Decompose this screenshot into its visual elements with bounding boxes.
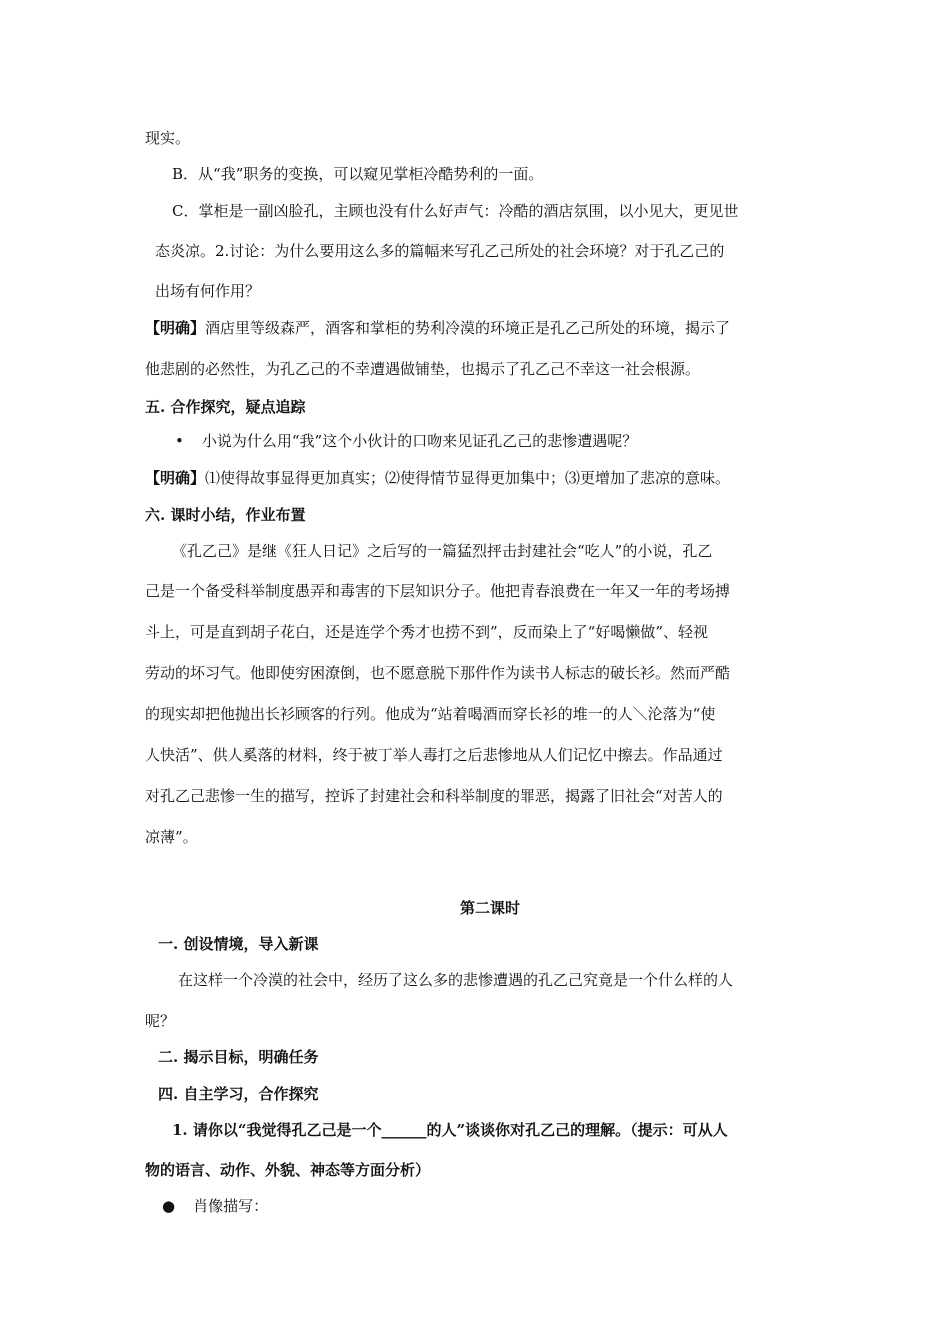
answer-text: ⑴使得故事显得更加真实；⑵使得情节显得更加集中；⑶更增加了悲凉的意味。: [205, 469, 731, 487]
section-heading: 五. 合作探究，疑点追踪: [145, 398, 306, 416]
option-b: B．从“我”职务的变换，可以窥见掌柜冷酷势利的一面。: [172, 165, 544, 183]
paragraph-line: 出场有何作用？: [155, 282, 261, 300]
summary-line: 凉薄”。: [145, 828, 198, 846]
bullet-text: 肖像描写：: [193, 1197, 269, 1215]
section-heading: 二. 揭示目标，明确任务: [158, 1048, 319, 1066]
bullet-item: [162, 1196, 268, 1216]
bullet-icon: ●: [162, 1197, 176, 1215]
section-heading: 六. 课时小结，作业布置: [145, 506, 306, 524]
summary-line: 对孔乙己悲惨一生的描写，控诉了封建社会和科举制度的罪恶，揭露了旧社会“对苦人的: [145, 787, 723, 805]
summary-line: 劳动的坏习气。他即使穷困潦倒，也不愿意脱下那件作为读书人标志的破长衫。然而严酷: [145, 664, 731, 682]
summary-line: 的现实却把他抛出长衫顾客的行列。他成为“站着喝酒而穿长衫的堆一的人＼沦落为“使: [145, 705, 716, 723]
answer-tag: 【明确】: [145, 319, 206, 337]
question-line: 1. 请你以“我觉得孔乙己是一个______的人”谈谈你对孔乙己的理解。（提示：可从人: [172, 1121, 728, 1139]
summary-line: 《孔乙己》是继《狂人日记》之后写的一篇猛烈抨击封建社会“吃人”的小说，孔乙: [172, 542, 713, 560]
answer-tag: 【明确】: [145, 469, 206, 487]
summary-line: 斗上，可是直到胡子花白，还是连学个秀才也捞不到”，反而染上了“好喝懒做”、轻视: [145, 623, 709, 641]
option-c: C．掌柜是一副凶脸孔，主顾也没有什么好声气：冷酷的酒店氛围，以小见大，更见世: [172, 202, 739, 220]
question-line: 物的语言、动作、外貌、神态等方面分析）: [145, 1161, 431, 1179]
answer-line: 他悲剧的必然性，为孔乙己的不幸遭遇做铺垫，也揭示了孔乙己不幸这一社会根源。: [145, 360, 701, 378]
section-heading: 一. 创设情境，导入新课: [158, 935, 319, 953]
answer-line: [145, 468, 730, 488]
bullet-item: [175, 431, 637, 451]
answer-line: [145, 318, 730, 338]
paragraph-line: 在这样一个冷漠的社会中，经历了这么多的悲惨遭遇的孔乙己究竟是一个什么样的人: [178, 971, 734, 989]
lesson-title: 第二课时: [460, 899, 521, 917]
summary-line: 己是一个备受科举制度愚弄和毒害的下层知识分子。他把青春浪费在一年又一年的考场搏: [145, 582, 731, 600]
paragraph-line: 呢？: [145, 1012, 176, 1030]
section-heading: 四. 自主学习，合作探究: [158, 1085, 319, 1103]
bullet-text: 小说为什么用“我”这个小伙计的口吻来见证孔乙己的悲惨遭遇呢？: [201, 432, 638, 450]
paragraph-line: 现实。: [145, 129, 191, 147]
bullet-icon: •: [175, 432, 184, 450]
answer-text: 酒店里等级森严，酒客和掌柜的势利冷漠的环境正是孔乙己所处的环境，揭示了: [205, 319, 731, 337]
summary-line: 人快活”、供人奚落的材料，终于被丁举人毒打之后悲惨地从人们记忆中擦去。作品通过: [145, 746, 723, 764]
paragraph-line: 态炎凉。2.讨论：为什么要用这么多的篇幅来写孔乙己所处的社会环境？对于孔乙己的: [155, 242, 725, 260]
